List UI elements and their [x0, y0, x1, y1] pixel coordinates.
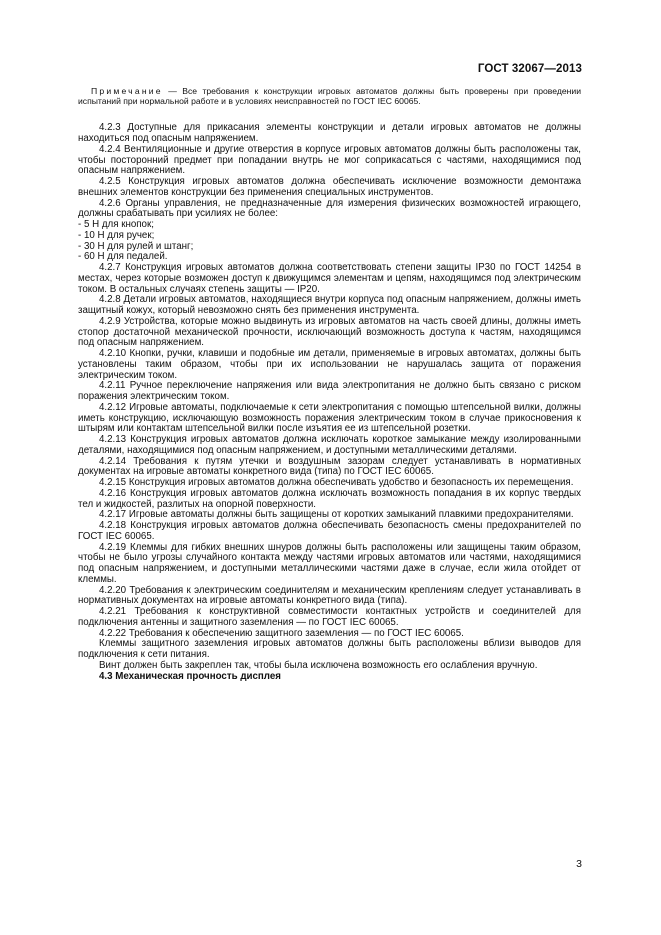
clause-4-2-21: 4.2.21 Требования к конструктивной совместимости контактных устройств и соединителей для подключения антенны и защитного заземления — по ГОСТ IEC 60065.: [78, 606, 581, 628]
clause-4-2-12: 4.2.12 Игровые автоматы, подключаемые к сети электропитания с помощью штепсельной вилки, должны иметь конструкцию, исключающую возможность поражения электрическим током в случае прикосновения к штырям или контактам штепсельной вилки после изъятия ее из штепсельной розетки.: [78, 401, 581, 435]
list-item: - 5 Н для кнопок;: [78, 219, 154, 231]
clause-4-2-22: 4.2.22 Требования к обеспечению защитного заземления — по ГОСТ IEC 60065.: [99, 627, 464, 639]
list-item: - 60 Н для педалей.: [78, 251, 168, 263]
clause-4-2-20: 4.2.20 Требования к электрическим соединителям и механическим креплениям следует устанавливать в нормативных документах на игровые автоматы конкретного вида (типа).: [78, 584, 581, 607]
clause-4-2-10: 4.2.10 Кнопки, ручки, клавиши и подобные им детали, применяемые в игровых автоматах, должны быть установлены таким образом, чтобы при их использовании не нарушалась защита от поражения электрическим током.: [78, 348, 581, 381]
clause-4-2-3: 4.2.3 Доступные для прикасания элементы конструкции и детали игровых автоматов не должны находиться под опасным напряжением.: [78, 122, 581, 145]
clause-4-2-14: 4.2.14 Требования к путям утечки и воздушным зазорам следует устанавливать в нормативных документах на игровые автоматы конкретного вида (типа) по ГОСТ IEC 60065.: [78, 455, 581, 478]
clause-4-2-13: 4.2.13 Конструкция игровых автоматов должна исключать короткое замыкание между изолированными деталями, находящимися под опасным напряжением, и доступными металлическими деталями.: [78, 434, 581, 456]
clause-4-2-11: 4.2.11 Ручное переключение напряжения или вида электропитания не должно быть связано с риском поражения электрическим током.: [78, 380, 581, 403]
note-label: Примечание: [91, 86, 163, 96]
clause-4-2-4: 4.2.4 Вентиляционные и другие отверстия в корпусе игровых автоматов должны быть расположены так, чтобы посторонний предмет при попадании внутрь не мог соприкасаться с частями, находящимися под опасным напряжением.: [78, 143, 581, 177]
list-item: - 10 Н для ручек;: [78, 229, 155, 241]
page-number: 3: [576, 858, 582, 870]
clause-4-2-9: 4.2.9 Устройства, которые можно выдвинуть из игровых автоматов на часть своей длины, должны иметь стопор достаточной механической прочности, исключающий возможность доступа к частям, находящимся под опасным напряжением.: [78, 315, 581, 349]
clause-4-2-16: 4.2.16 Конструкция игровых автоматов должна исключать возможность попадания в их корпус твердых тел и жидкостей, разлитых на опорной поверхности.: [78, 487, 581, 510]
clause-4-2-6: 4.2.6 Органы управления, не предназначенные для измерения физических возможностей играющего, должны срабатывать при усилиях не более:: [78, 197, 581, 220]
clause-4-2-5: 4.2.5 Конструкция игровых автоматов должна обеспечивать исключение возможности демонтажа внешних элементов конструкции без применения специальных инструментов.: [78, 176, 581, 198]
note-text: — Все требования к конструкции игровых автоматов должны быть проверены при проведении испытаний при нормальной работе и в условиях неисправностей по ГОСТ IEC 60065.: [78, 86, 581, 107]
clause-4-2-22-paragraph-2: Клеммы защитного заземления игровых автоматов должны быть расположены вблизи выводов для подключения к сети питания.: [78, 638, 581, 661]
clause-4-2-17: 4.2.17 Игровые автоматы должны быть защищены от коротких замыканий плавкими предохранителями.: [99, 509, 574, 521]
clause-4-2-19: 4.2.19 Клеммы для гибких внешних шнуров должны быть расположены или защищены таким образом, чтобы не было угрозы случайного контакта между частями игровых автоматов или частями, находящимися под опасным напряжением, и доступными металлическими частями даже в случае, если жила отойдет от клеммы.: [78, 541, 581, 585]
clause-4-2-15: 4.2.15 Конструкция игровых автоматов должна обеспечивать удобство и безопасность их перемещения.: [99, 477, 574, 489]
section-heading-4-3: 4.3 Механическая прочность дисплея: [99, 670, 281, 682]
note-paragraph: [78, 86, 581, 106]
list-item: - 30 Н для рулей и штанг;: [78, 240, 194, 252]
document-body: [78, 86, 581, 682]
clause-4-2-22-paragraph-3: Винт должен быть закреплен так, чтобы была исключена возможность его ослабления вручную.: [99, 659, 538, 671]
clause-4-2-7: 4.2.7 Конструкция игровых автоматов должна соответствовать степени защиты IP30 по ГОСТ 14254 в местах, через которые возможен доступ к движущимся элементам и цепям, находящимся под электрическим током. В остальных случаях степень защиты — IP20.: [78, 262, 581, 295]
clause-4-2-18: 4.2.18 Конструкция игровых автоматов должна обеспечивать безопасность смены предохранителей по ГОСТ IEC 60065.: [78, 520, 581, 542]
clause-4-2-8: 4.2.8 Детали игровых автоматов, находящиеся внутри корпуса под опасным напряжением, должны иметь защитный кожух, который невозможно снять без применения инструмента.: [78, 294, 581, 317]
document-id-header: ГОСТ 32067—2013: [477, 63, 582, 75]
